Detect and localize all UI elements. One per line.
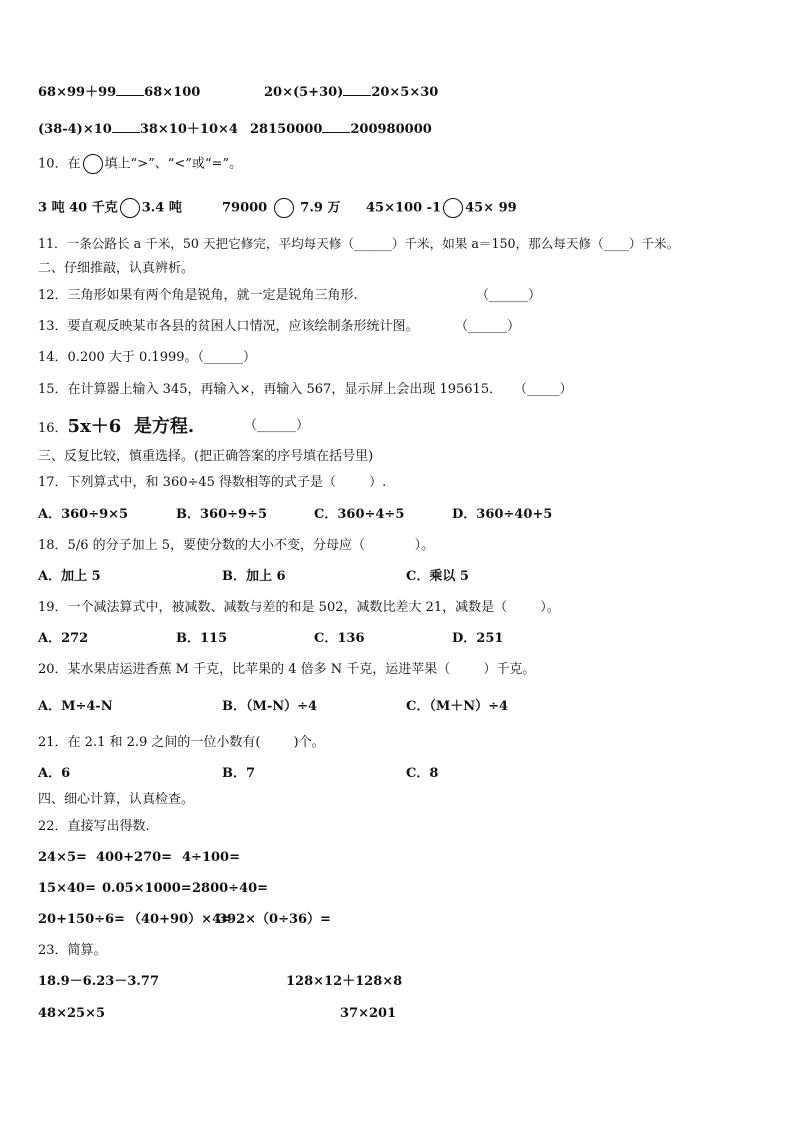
q10-item-right: 7.9 万 [300, 200, 341, 216]
question-17: 17．下列算式中，和 360÷45 得数相等的式子是（ ）. [38, 475, 387, 490]
option-c[interactable]: C．（M＋N）÷4 [406, 699, 509, 714]
answer-blank[interactable] [343, 83, 371, 96]
circle-blank-icon[interactable] [274, 198, 294, 218]
compare-row-2-right [250, 120, 432, 139]
option-b[interactable]: B．360÷9÷5 [176, 507, 268, 522]
q10-item-right: 45× 99 [465, 200, 517, 216]
question-19: 19．一个减法算式中，被减数、减数与差的和是 502，减数比差大 21，减数是（ ）。 [38, 600, 560, 615]
q15-answer-paren[interactable]: （_____） [514, 382, 573, 397]
question-12: 12．三角形如果有两个角是锐角，就一定是锐角三角形. [38, 288, 358, 303]
option-a[interactable]: A．加上 5 [38, 569, 101, 584]
option-a[interactable]: A．272 [38, 631, 89, 646]
option-c[interactable]: C．360÷4÷5 [314, 507, 405, 522]
expr-left-b: 68×100 [144, 85, 201, 100]
option-b[interactable]: B．加上 6 [222, 569, 286, 584]
expr-left-a: (38-4)×10 [38, 122, 112, 137]
calc-item: 2800÷40= [192, 881, 269, 896]
q10-instruction: 填上“>”、“<”或“=”。 [104, 156, 243, 172]
compare-row-2 [38, 120, 238, 139]
option-d[interactable]: D．360÷40+5 [452, 507, 553, 522]
question-13: 13．要直观反映某市各县的贫困人口情况，应该绘制条形统计图。 [38, 319, 419, 334]
compare-row-1 [38, 83, 200, 102]
section-2-heading: 二、仔细推敲，认真辨析。 [38, 261, 195, 276]
option-a[interactable]: A．M÷4-N [38, 699, 113, 714]
calc-item: 20+150÷6= [38, 912, 125, 927]
section-4-heading: 四、细心计算，认真检查。 [38, 792, 195, 807]
answer-blank[interactable] [116, 83, 144, 96]
q12-answer-paren[interactable]: （______） [476, 288, 542, 303]
expr-left-a: 68×99＋99 [38, 85, 117, 100]
simplify-item: 128×12＋128×8 [286, 974, 403, 989]
option-b[interactable]: B．115 [176, 631, 228, 646]
simplify-item: 37×201 [340, 1006, 397, 1021]
option-c[interactable]: C．乘以 5 [406, 569, 469, 584]
option-b[interactable]: B．（M-N）÷4 [222, 699, 318, 714]
q10-item-1 [38, 198, 182, 218]
q10-item-left: 3 吨 40 千克 [38, 200, 118, 216]
question-16 [38, 416, 194, 440]
q10-item-3 [366, 198, 517, 218]
option-c[interactable]: C．8 [406, 766, 439, 781]
question-23: 23．简算。 [38, 943, 107, 958]
calc-item: 0.05×1000= [102, 881, 192, 896]
simplify-item: 18.9－6.23－3.77 [38, 974, 159, 989]
option-a[interactable]: A．360÷9×5 [38, 507, 129, 522]
calc-item: （40+90）×4= [128, 912, 232, 927]
section-3-heading: 三、反复比较，慎重选择。(把正确答案的序号填在括号里) [38, 449, 374, 464]
question-22: 22．直接写出得数. [38, 819, 150, 834]
question-11: 11．一条公路长 a 千米，50 天把它修完，平均每天修（______）千米，如果 a＝150，那么每天修（____）千米。 [38, 236, 680, 251]
question-18: 18．5/6 的分子加上 5，要使分数的大小不变，分母应（ ）。 [38, 538, 435, 553]
option-d[interactable]: D．251 [452, 631, 504, 646]
expr-left-b: 38×10＋10×4 [139, 122, 238, 137]
q10-item-left: 79000 [222, 200, 268, 216]
circle-blank-icon[interactable] [83, 154, 103, 174]
q10-number: 10．在 [38, 156, 81, 172]
q10-item-left: 45×100 -1 [366, 200, 442, 216]
answer-blank[interactable] [112, 120, 140, 133]
circle-blank-icon[interactable] [443, 198, 463, 218]
question-21: 21．在 2.1 和 2.9 之间的一位小数有( )个。 [38, 735, 325, 750]
calc-item: 24×5= [38, 850, 87, 865]
question-10 [38, 154, 242, 174]
expr-right-a: 28150000 [250, 122, 323, 137]
answer-blank[interactable] [322, 120, 350, 133]
q10-item-right: 3.4 吨 [141, 200, 182, 216]
calc-item: 400+270= [96, 850, 173, 865]
question-14: 14．0.200 大于 0.1999。（______） [38, 350, 257, 365]
circle-blank-icon[interactable] [120, 198, 140, 218]
expr-right-a: 20×(5+30) [264, 85, 344, 100]
calc-item: 4÷100= [182, 850, 240, 865]
option-a[interactable]: A．6 [38, 766, 71, 781]
option-c[interactable]: C．136 [314, 631, 365, 646]
expr-right-b: 20×5×30 [371, 85, 439, 100]
question-20: 20．某水果店运进香蕉 M 千克，比苹果的 4 倍多 N 千克，运进苹果（ ）千克。 [38, 662, 536, 677]
simplify-item: 48×25×5 [38, 1006, 106, 1021]
q10-item-2 [222, 198, 340, 218]
compare-row-1-right [264, 83, 438, 102]
q13-answer-paren[interactable]: （______） [455, 319, 521, 334]
option-b[interactable]: B．7 [222, 766, 256, 781]
q16-answer-paren[interactable]: （______） [244, 418, 310, 433]
q16-number: 16． [38, 421, 68, 436]
q16-expression: 5x＋6 是方程. [67, 416, 195, 437]
calc-item: 15×40= [38, 881, 96, 896]
question-15: 15．在计算器上输入 345，再输入×，再输入 567，显示屏上会出现 195615． [38, 382, 503, 397]
calc-item: 392×（0÷36）= [218, 912, 331, 927]
expr-right-b: 200980000 [350, 122, 432, 137]
